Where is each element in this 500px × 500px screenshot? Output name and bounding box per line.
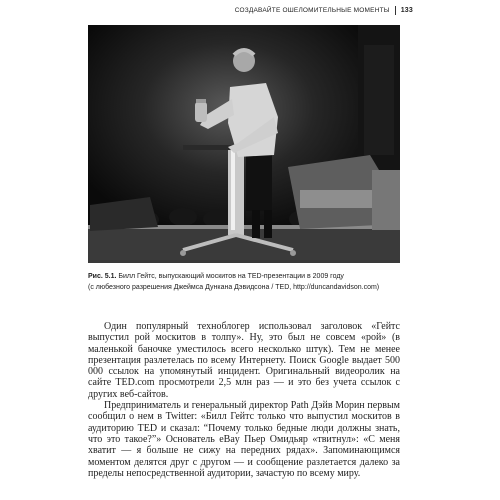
section-title: СОЗДАВАЙТЕ ОШЕЛОМИТЕЛЬНЫЕ МОМЕНТЫ xyxy=(234,7,390,15)
figure-caption xyxy=(88,271,408,293)
photo-illustration xyxy=(88,25,400,263)
figure-photo xyxy=(88,25,400,263)
running-header xyxy=(0,6,413,15)
paragraph: Один популярный техноблогер использовал заголовок «Гейтс выпустил рой москитов в толпу». Ну, это был не совсем «рой» (в маленькой баночке уместилось всего несколько штук). Тем не менее презентация разлетелась по всему Интернету. Поиск Google выдает 500 000 ссылок на упомянутый инцидент. Оригинальный видеоролик на сайте TED.com просмотрели 2,5 млн раз — и это без учета ссылок с других веб-сайтов. xyxy=(88,321,400,400)
page-number: 133 xyxy=(400,7,413,15)
caption-line-2: (с любезного разрешения Джеймса Дункана Дэвидсона / TED, http://duncandavidson.com) xyxy=(88,284,380,291)
paragraph: Предприниматель и генеральный директор Path Дэйв Морин первым сообщил о нем в Twitter: «Билл Гейтс только что выпустил москитов в аудиторию TED и сказал: “Почему только бедные люди должны знать, что это такое?”» Основатель eBay Пьер Омидьяр «твитнул»: «С меня хватит — я больше не сижу на передних рядах». Запоминающимся моментом делятся друг с другом — и сообщение разлетается далеко за пределы непосредственной аудитории, зачастую по всему миру. xyxy=(88,400,400,479)
figure-label: Рис. 5.1. xyxy=(88,273,117,280)
header-divider xyxy=(395,6,396,15)
body-text xyxy=(88,321,400,479)
caption-line-1: Билл Гейтс, выпускающий москитов на TED-презентации в 2009 году xyxy=(118,273,344,280)
